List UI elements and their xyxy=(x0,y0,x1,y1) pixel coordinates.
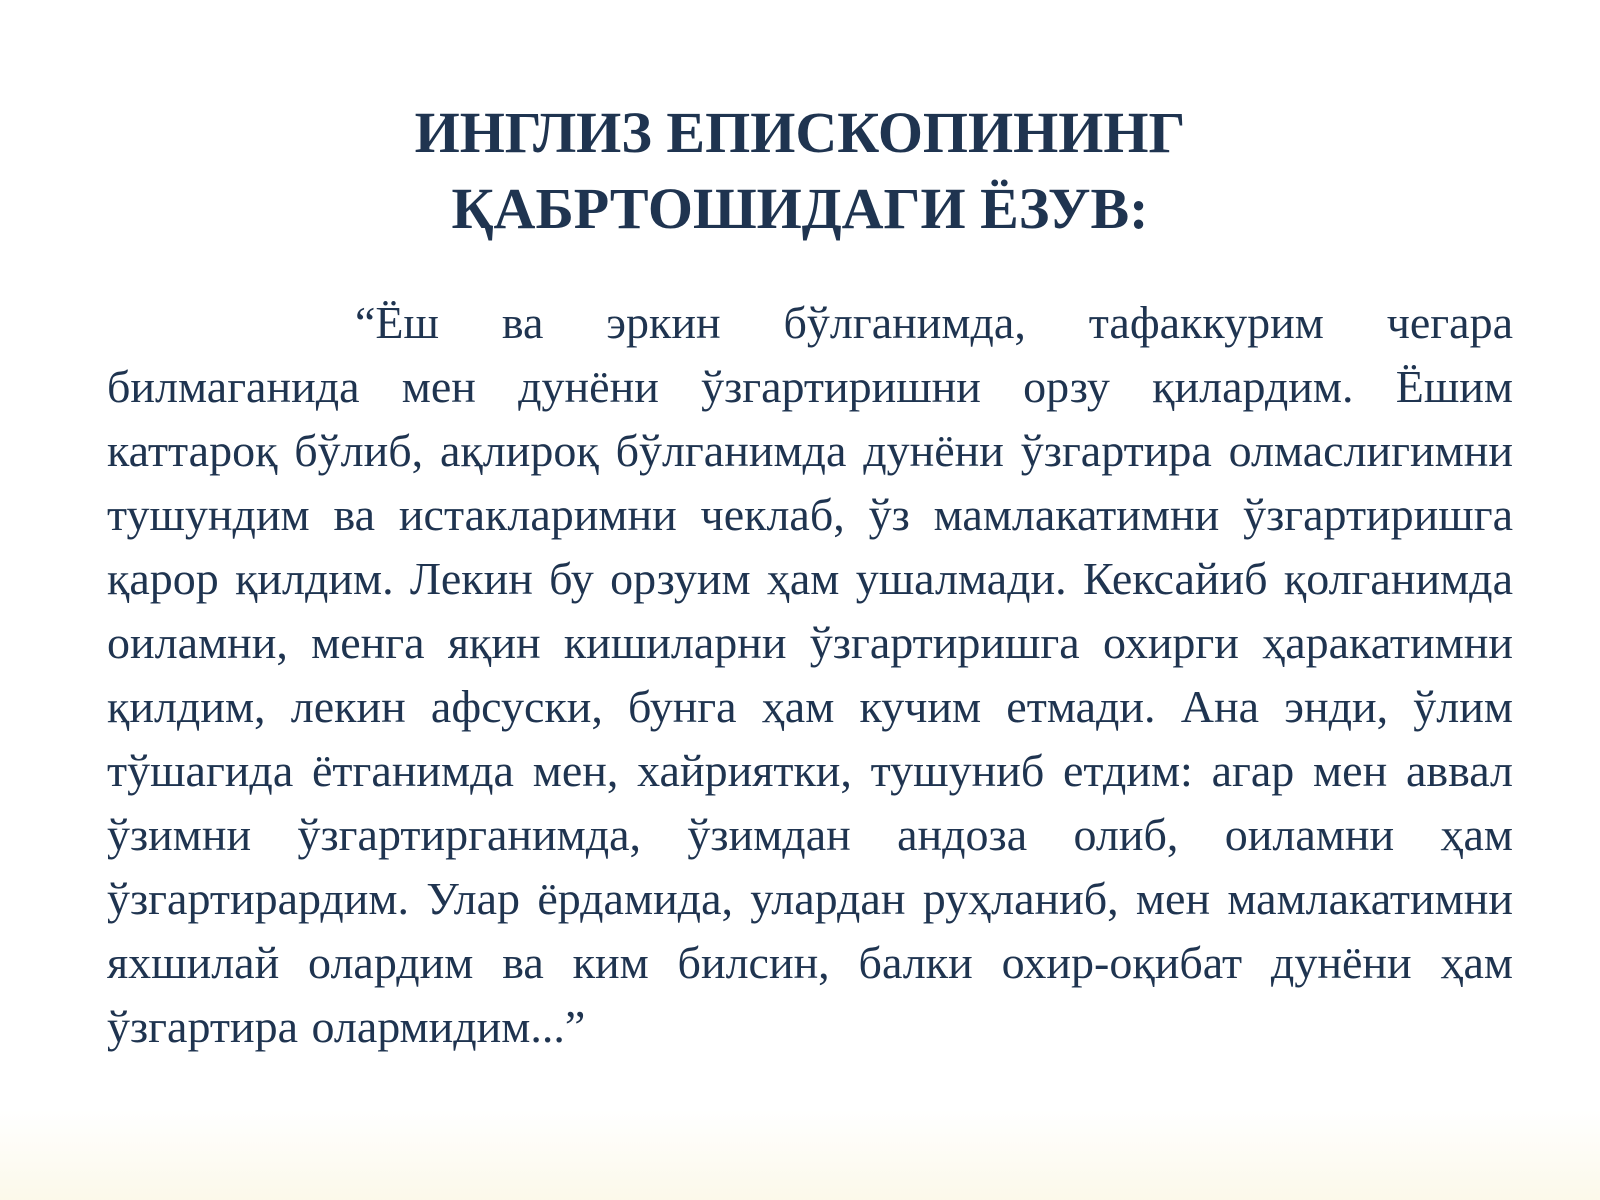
title-line-2: ҚАБРТОШИДАГИ ЁЗУВ: xyxy=(451,175,1149,241)
decorative-bottom-glow xyxy=(0,1110,1600,1200)
quote-paragraph: “Ёш ва эркин бўлганимда, тафаккурим чегара билмаганида мен дунёни ўзгартиришни орзу қилардим. Ёшим каттароқ бўлиб, ақлироқ бўлганимда дунёни ўзгартира олмаслигимни тушундим ва истакларимни чеклаб, ўз мамлакатимни ўзгартиришга қарор қилдим. Лекин бу орзуим ҳам ушалмади. Кексайиб қолганимда оиламни, менга яқин кишиларни ўзгартиришга охирги ҳаракатимни қилдим, лекин афсуски, бунга ҳам кучим етмади. Ана энди, ўлим тўшагида ётганимда мен, хайриятки, тушуниб етдим: агар мен аввал ўзимни ўзгартирганимда, ўзимдан андоза олиб, оиламни ҳам ўзгартирардим. Улар ёрдамида, улардан руҳланиб, мен мамлакатимни яхшилай олардим ва ким билсин, балки охир-оқибат дунёни ҳам ўзгартира олармидим...” xyxy=(107,297,1513,1052)
slide-title xyxy=(0,95,1600,247)
title-line-1: ИНГЛИЗ ЕПИСКОПИНИНГ xyxy=(414,99,1186,165)
